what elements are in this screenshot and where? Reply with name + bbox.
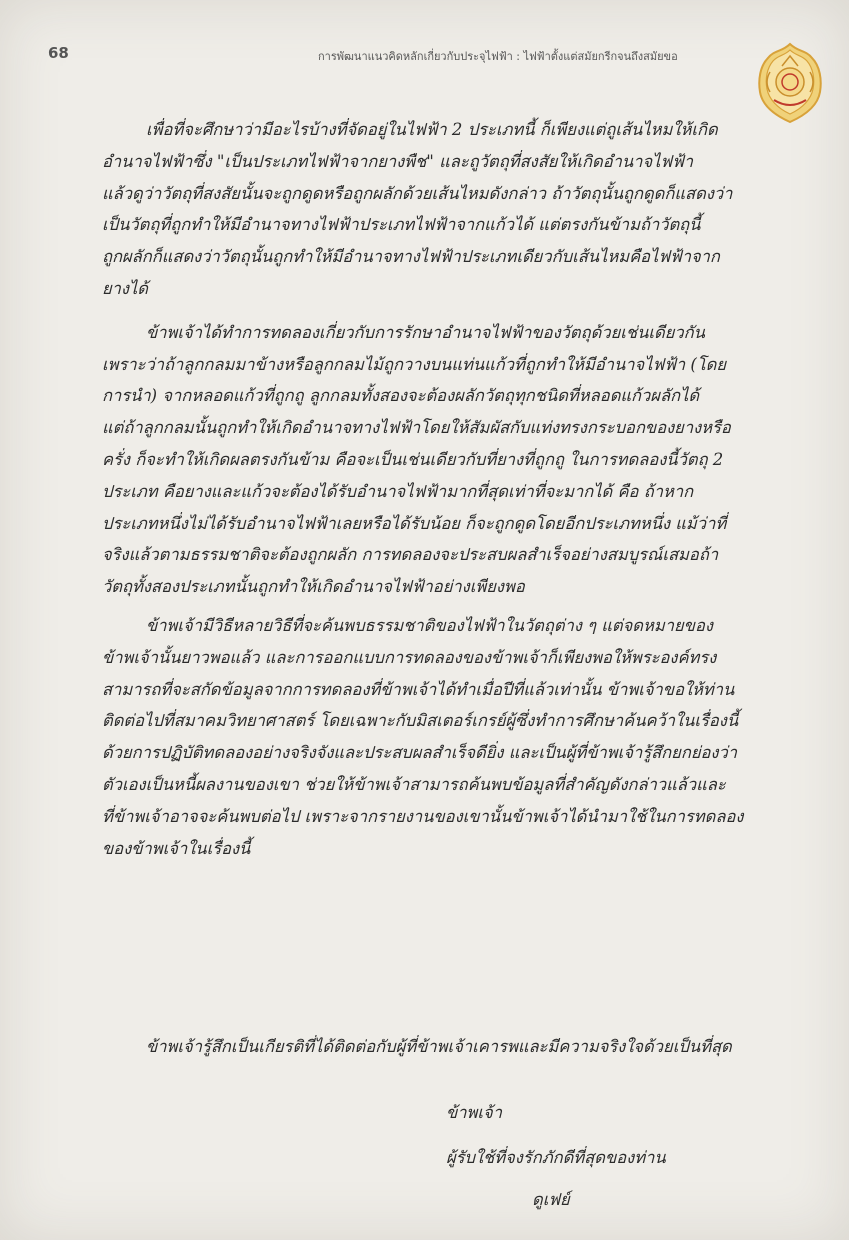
page-number: 68 bbox=[48, 44, 69, 62]
paragraph-line: การนำ) จากหลอดแก้วที่ถูกถู ลูกกลมทั้งสองจะต้องผลักวัตถุทุกชนิดที่หลอดแก้วผลักได้ bbox=[102, 386, 700, 406]
closing-line: ข้าพเจ้ารู้สึกเป็นเกียรติที่ได้ติดต่อกับผู้ที่ข้าพเจ้าเคารพและมีความจริงใจด้วยเป็นที่สุด bbox=[146, 1037, 732, 1056]
paragraph-line: สามารถที่จะสกัดข้อมูลจากการทดลองที่ข้าพเจ้าได้ทำเมื่อปีที่แล้วเท่านั้น ข้าพเจ้าขอให้ท่าน bbox=[102, 679, 735, 699]
paragraph-line: ของข้าพเจ้าในเรื่องนี้ bbox=[102, 838, 251, 858]
paragraph-line: เป็นวัตถุที่ถูกทำให้มีอำนาจทางไฟฟ้าประเภทไฟฟ้าจากแก้วได้ แต่ตรงกันข้ามถ้าวัตถุนี้ bbox=[102, 215, 701, 235]
paragraph-line: ข้าพเจ้ามีวิธีหลายวิธีที่จะค้นพบธรรมชาติของไฟฟ้าในวัตถุต่าง ๆ แต่จดหมายของ bbox=[146, 615, 713, 635]
paragraph-line: ข้าพเจ้าได้ทำการทดลองเกี่ยวกับการรักษาอำนาจไฟฟ้าของวัตถุด้วยเช่นเดียวกัน bbox=[146, 322, 705, 342]
running-head: การพัฒนาแนวคิดหลักเกี่ยวกับประจุไฟฟ้า : ไฟฟ้าตั้งแต่สมัยกรีกจนถึงสมัยขอ bbox=[318, 50, 678, 63]
signature-name: ดูเฟย์ bbox=[532, 1190, 570, 1209]
signature-salutation: ข้าพเจ้า bbox=[446, 1103, 502, 1122]
paragraph-line: จริงแล้วตามธรรมชาติจะต้องถูกผลัก การทดลองจะประสบผลสำเร็จอย่างสมบูรณ์เสมอถ้า bbox=[102, 545, 719, 565]
paragraph-line: วัตถุทั้งสองประเภทนั้นถูกทำให้เกิดอำนาจไฟฟ้าอย่างเพียงพอ bbox=[102, 577, 525, 597]
paragraph-line: แล้วดูว่าวัตถุที่สงสัยนั้นจะถูกดูดหรือถูกผลักด้วยเส้นไหมดังกล่าว ถ้าวัตถุนั้นถูกดูดก็แสดงว่า bbox=[102, 183, 733, 203]
paragraph-1 bbox=[102, 114, 762, 305]
paragraph-line: ข้าพเจ้านั้นยาวพอแล้ว และการออกแบบการทดลองของข้าพเจ้าก็เพียงพอให้พระองค์ทรง bbox=[102, 647, 717, 667]
paragraph-line: เพื่อที่จะศึกษาว่ามีอะไรบ้างที่จัดอยู่ในไฟฟ้า 2 ประเภทนี้ ก็เพียงแต่ถูเส้นไหมให้เกิด bbox=[146, 120, 718, 139]
paragraph-line: ประเภทหนึ่งไม่ได้รับอำนาจไฟฟ้าเลยหรือได้รับน้อย ก็จะถูกดูดโดยอีกประเภทหนึ่ง แม้ว่าที่ bbox=[102, 513, 727, 533]
paragraph-line: ที่ข้าพเจ้าอาจจะค้นพบต่อไป เพราะจากรายงานของเขานั้นข้าพเจ้าได้นำมาใช้ในการทดลอง bbox=[102, 806, 744, 826]
paragraph-line: ติดต่อไปที่สมาคมวิทยาศาสตร์ โดยเฉพาะกับมิสเตอร์เกรย์ผู้ซึ่งทำการศึกษาค้นคว้าในเรื่องนี้ bbox=[102, 711, 739, 731]
paragraph-line: อำนาจไฟฟ้าซึ่ง "เป็นประเภทไฟฟ้าจากยางพืช" และถูวัตถุที่สงสัยให้เกิดอำนาจไฟฟ้า bbox=[102, 151, 694, 171]
paragraph-line: ถูกผลักก็แสดงว่าวัตถุนั้นถูกทำให้มีอำนาจทางไฟฟ้าประเภทเดียวกับเส้นไหมคือไฟฟ้าจาก bbox=[102, 247, 720, 267]
paragraph-3 bbox=[102, 610, 762, 864]
paragraph-line: ประเภท คือยางและแก้วจะต้องได้รับอำนาจไฟฟ้ามากที่สุดเท่าที่จะมากได้ คือ ถ้าหาก bbox=[102, 481, 694, 501]
paragraph-line: เพราะว่าถ้าลูกกลมมาข้างหรือลูกกลมไม้ถูกวางบนแท่นแก้วที่ถูกทำให้มีอำนาจไฟฟ้า (โดย bbox=[102, 354, 727, 374]
paragraph-line: ด้วยการปฏิบัติทดลองอย่างจริงจังและประสบผลสำเร็จดียิ่ง และเป็นผู้ที่ข้าพเจ้ารู้สึกยกย่องว่า bbox=[102, 743, 737, 763]
paragraph-line: ยางได้ bbox=[102, 278, 149, 298]
signature-title: ผู้รับใช้ที่จงรักภักดีที่สุดของท่าน bbox=[446, 1148, 666, 1167]
letter-body bbox=[102, 114, 762, 864]
paragraph-line: แต่ถ้าลูกกลมนั้นถูกทำให้เกิดอำนาจทางไฟฟ้าโดยให้สัมผัสกับแท่งทรงกระบอกของยางหรือ bbox=[102, 418, 731, 438]
paragraph-line: ครั่ง ก็จะทำให้เกิดผลตรงกันข้าม คือจะเป็นเช่นเดียวกับที่ยางที่ถูกถู ในการทดลองนี้วัตถุ 2 bbox=[102, 449, 724, 469]
paragraph-line: ตัวเองเป็นหนี้ผลงานของเขา ช่วยให้ข้าพเจ้าสามารถค้นพบข้อมูลที่สำคัญดังกล่าวแล้วและ bbox=[102, 774, 726, 794]
university-emblem-icon bbox=[752, 42, 828, 124]
paragraph-2 bbox=[102, 317, 762, 603]
